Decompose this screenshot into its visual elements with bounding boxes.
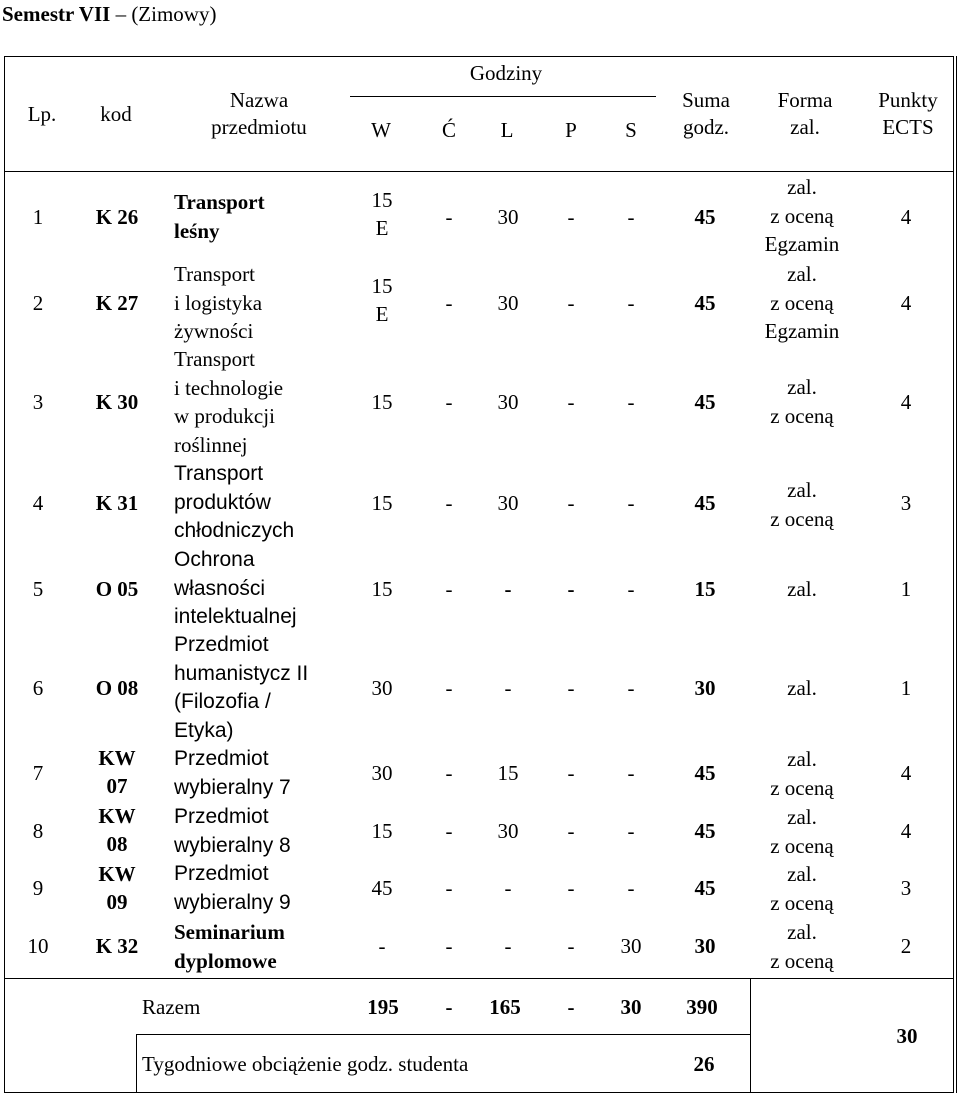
row-6-kod: O 08 bbox=[95, 676, 139, 700]
row-6-l: - bbox=[504, 676, 512, 700]
header-kod: kod bbox=[100, 102, 132, 126]
row-7-s: - bbox=[627, 761, 635, 785]
row-2-ects: 4 bbox=[900, 291, 912, 315]
ects-total-border bbox=[750, 978, 751, 1093]
row-8-forma: zal. z oceną bbox=[770, 805, 834, 858]
row-2-suma: 45 bbox=[694, 291, 716, 315]
row-9-ects: 3 bbox=[900, 876, 912, 900]
row-10-l: - bbox=[504, 934, 512, 958]
row-8-lp: 8 bbox=[32, 819, 44, 843]
row-6-suma: 30 bbox=[694, 676, 716, 700]
row-2-s: - bbox=[627, 291, 635, 315]
row-10-s: 30 bbox=[620, 934, 642, 958]
row-10-kod: K 32 bbox=[95, 934, 139, 958]
row-6-lp: 6 bbox=[32, 676, 44, 700]
row-6-ects: 1 bbox=[900, 676, 912, 700]
row-10-ects: 2 bbox=[900, 934, 912, 958]
row-8-suma: 45 bbox=[694, 819, 716, 843]
header-godziny: Godziny bbox=[469, 61, 543, 85]
row-8-kod: KW 08 bbox=[98, 804, 136, 856]
header-suma-1: Suma bbox=[682, 88, 730, 112]
row-4-ects: 3 bbox=[900, 491, 912, 515]
razem-l: 165 bbox=[489, 995, 521, 1019]
row-1-suma: 45 bbox=[694, 205, 716, 229]
row-10-suma: 30 bbox=[694, 934, 716, 958]
header-p: P bbox=[565, 118, 577, 142]
razem-label: Razem bbox=[142, 995, 201, 1019]
razem-w: 195 bbox=[367, 995, 399, 1019]
row-5-suma: 15 bbox=[694, 577, 716, 601]
row-7-suma: 45 bbox=[694, 761, 716, 785]
row-5-ects: 1 bbox=[900, 577, 912, 601]
row-7-forma: zal. z oceną bbox=[770, 747, 834, 800]
row-4-forma: zal. z oceną bbox=[770, 478, 834, 531]
row-8-w: 15 bbox=[371, 819, 393, 843]
row-1-p: - bbox=[567, 205, 575, 229]
row-2-c: - bbox=[445, 291, 453, 315]
row-10-forma: zal. z oceną bbox=[770, 920, 834, 973]
row-3-ects: 4 bbox=[900, 390, 912, 414]
row-1-nazwa: Transport leśny bbox=[174, 190, 265, 243]
row-9-l: - bbox=[504, 876, 512, 900]
row-9-w: 45 bbox=[371, 876, 393, 900]
row-2-kod: K 27 bbox=[95, 291, 139, 315]
row-10-c: - bbox=[445, 934, 453, 958]
row-9-c: - bbox=[445, 876, 453, 900]
row-3-nazwa: Transport i technologie w produkcji roślinnej bbox=[174, 347, 284, 457]
row-7-p: - bbox=[567, 761, 575, 785]
razem-p: - bbox=[567, 995, 575, 1019]
row-1-forma: zal. z oceną Egzamin bbox=[764, 175, 840, 256]
row-9-forma: zal. z oceną bbox=[770, 862, 834, 915]
row-10-nazwa: Seminarium dyplomowe bbox=[174, 920, 285, 973]
row-10-w: - bbox=[378, 934, 386, 958]
row-6-w: 30 bbox=[371, 676, 393, 700]
row-5-w: 15 bbox=[371, 577, 393, 601]
row-2-l: 30 bbox=[497, 291, 519, 315]
row-5-forma: zal. bbox=[787, 577, 817, 601]
row-2-p: - bbox=[567, 291, 575, 315]
row-3-kod: K 30 bbox=[95, 390, 139, 414]
row-7-kod: KW 07 bbox=[98, 746, 136, 798]
row-2-forma: zal. z oceną Egzamin bbox=[764, 262, 840, 343]
semester-label: Semestr VII bbox=[2, 2, 111, 26]
row-8-nazwa: Przedmiot wybieralny 8 bbox=[174, 805, 291, 857]
header-c: Ć bbox=[441, 118, 456, 142]
row-4-nazwa: Transport produktów chłodniczych bbox=[174, 462, 295, 543]
header-nazwa-1: Nazwa bbox=[229, 88, 289, 112]
header-suma-2: godz. bbox=[682, 115, 730, 139]
row-4-kod: K 31 bbox=[95, 491, 139, 515]
row-4-c: - bbox=[445, 491, 453, 515]
row-6-forma: zal. bbox=[787, 676, 817, 700]
header-s: S bbox=[625, 118, 637, 142]
row-5-l: - bbox=[504, 577, 512, 601]
row-6-p: - bbox=[567, 676, 575, 700]
header-l: L bbox=[500, 118, 514, 142]
row-9-lp: 9 bbox=[32, 876, 44, 900]
row-8-ects: 4 bbox=[900, 819, 912, 843]
header-w: W bbox=[371, 118, 391, 142]
row-10-lp: 10 bbox=[27, 934, 49, 958]
header-ects-2: ECTS bbox=[882, 115, 934, 139]
row-4-s: - bbox=[627, 491, 635, 515]
footer-separator bbox=[4, 978, 954, 979]
row-3-s: - bbox=[627, 390, 635, 414]
row-7-ects: 4 bbox=[900, 761, 912, 785]
row-6-c: - bbox=[445, 676, 453, 700]
row-3-p: - bbox=[567, 390, 575, 414]
row-9-suma: 45 bbox=[694, 876, 716, 900]
row-7-l: 15 bbox=[497, 761, 519, 785]
row-5-c: - bbox=[445, 577, 453, 601]
row-3-c: - bbox=[445, 390, 453, 414]
row-10-p: - bbox=[567, 934, 575, 958]
header-ects-1: Punkty bbox=[878, 88, 938, 112]
header-lp: Lp. bbox=[27, 102, 57, 126]
godziny-underline bbox=[350, 96, 656, 97]
row-8-s: - bbox=[627, 819, 635, 843]
row-7-w: 30 bbox=[371, 761, 393, 785]
razem-underline bbox=[136, 1034, 750, 1035]
tygodniowe-value: 26 bbox=[693, 1052, 715, 1076]
row-2-w: 15 E bbox=[371, 274, 393, 326]
row-4-suma: 45 bbox=[694, 491, 716, 515]
tygodniowe-left-border bbox=[136, 1034, 137, 1093]
header-separator bbox=[4, 171, 954, 172]
row-5-kod: O 05 bbox=[95, 577, 139, 601]
tygodniowe-label: Tygodniowe obciążenie godz. studenta bbox=[142, 1052, 469, 1076]
row-8-l: 30 bbox=[497, 819, 519, 843]
row-2-lp: 2 bbox=[32, 291, 44, 315]
page-title bbox=[2, 2, 216, 26]
row-2-nazwa: Transport i logistyka żywności bbox=[174, 262, 263, 344]
razem-c: - bbox=[445, 995, 453, 1019]
razem-s: 30 bbox=[620, 995, 642, 1019]
row-1-c: - bbox=[445, 205, 453, 229]
row-5-p: - bbox=[567, 577, 575, 601]
row-6-s: - bbox=[627, 676, 635, 700]
row-5-nazwa: Ochrona własności intelektualnej bbox=[174, 548, 297, 629]
row-3-forma: zal. z oceną bbox=[770, 375, 834, 428]
row-7-c: - bbox=[445, 761, 453, 785]
row-4-w: 15 bbox=[371, 491, 393, 515]
row-3-lp: 3 bbox=[32, 390, 44, 414]
row-7-nazwa: Przedmiot wybieralny 7 bbox=[174, 747, 291, 799]
row-3-suma: 45 bbox=[694, 390, 716, 414]
row-8-p: - bbox=[567, 819, 575, 843]
row-6-nazwa: Przedmiot humanistycz II (Filozofia / Etyka) bbox=[174, 633, 309, 742]
row-3-w: 15 bbox=[371, 390, 393, 414]
header-forma-2: zal. bbox=[790, 115, 820, 139]
row-4-p: - bbox=[567, 491, 575, 515]
row-3-l: 30 bbox=[497, 390, 519, 414]
row-9-kod: KW 09 bbox=[98, 862, 136, 914]
row-1-ects: 4 bbox=[900, 205, 912, 229]
row-1-w: 15 E bbox=[371, 188, 393, 240]
row-5-s: - bbox=[627, 577, 635, 601]
table-right-border bbox=[956, 56, 957, 1093]
header-nazwa-2: przedmiotu bbox=[211, 115, 307, 139]
row-4-l: 30 bbox=[497, 491, 519, 515]
row-1-l: 30 bbox=[497, 205, 519, 229]
row-4-lp: 4 bbox=[32, 491, 44, 515]
row-1-s: - bbox=[627, 205, 635, 229]
semester-season: – (Zimowy) bbox=[115, 2, 217, 26]
row-9-p: - bbox=[567, 876, 575, 900]
row-1-lp: 1 bbox=[32, 205, 44, 229]
ects-total: 30 bbox=[896, 1024, 918, 1048]
row-5-lp: 5 bbox=[32, 577, 44, 601]
row-8-c: - bbox=[445, 819, 453, 843]
row-9-nazwa: Przedmiot wybieralny 9 bbox=[174, 862, 291, 914]
row-1-kod: K 26 bbox=[95, 205, 139, 229]
razem-suma: 390 bbox=[686, 995, 718, 1019]
row-9-s: - bbox=[627, 876, 635, 900]
header-forma-1: Forma bbox=[777, 88, 833, 112]
row-7-lp: 7 bbox=[32, 761, 44, 785]
